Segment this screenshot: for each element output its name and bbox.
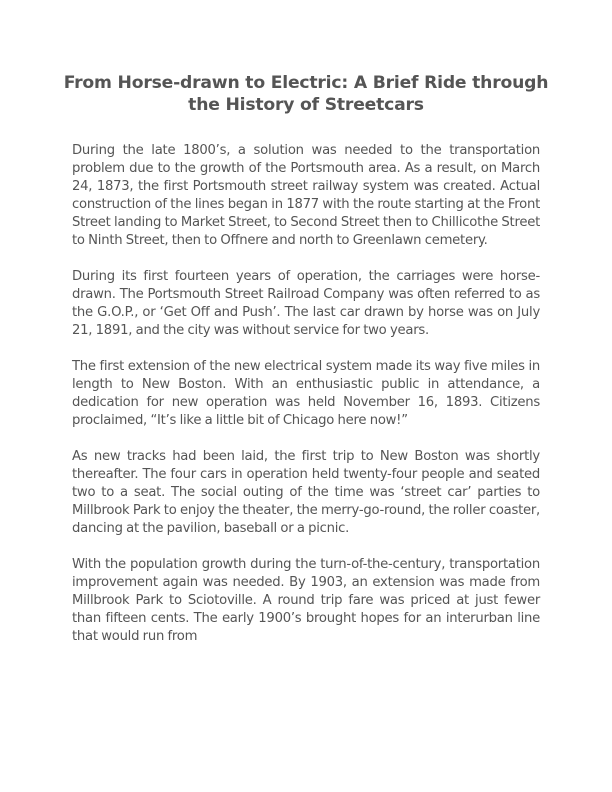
document-body (72, 142, 540, 664)
paragraph-new-boston-trip: As new tracks had been laid, the first trip to New Boston was shortly thereafter. The four cars in operation held twenty-four people and seated two to a seat. The social outing of the time was ‘street car’ parties to Millbrook Park to enjoy the theater, the merry-go-round, the roller coaster, dancing at the pavilion, baseball or a picnic. (72, 449, 540, 536)
paragraph-early-history: During the late 1800’s, a solution was needed to the transportation problem due to the growth of the Portsmouth area. As a result, on March 24, 1873, the first Portsmouth street railway system was created. Actual construction of the lines began in 1877 with the route starting at the Front Street landing to Market Street, to Second Street then to Chillicothe Street to Ninth Street, then to Offnere and north to Greenlawn cemetery. (72, 143, 540, 248)
document-title: From Horse-drawn to Electric: A Brief Ride through the History of Streetcars (63, 73, 549, 115)
paragraph-population-growth: With the population growth during the turn-of-the-century, transportation improvement again was needed. By 1903, an extension was made from Millbrook Park to Sciotoville. A round trip fare was priced at just fewer than fifteen cents. The early 1900’s brought hopes for an interurban line that would run from (72, 557, 540, 644)
paragraph-electric-extension: The first extension of the new electrical system made its way five miles in length to New Boston. With an enthusiastic public in attendance, a dedication for new operation was held November 16, 1893. Citizens proclaimed, “It’s like a little bit of Chicago here now!” (72, 359, 540, 428)
paragraph-horse-drawn: During its first fourteen years of operation, the carriages were horse-drawn. The Portsmouth Street Railroad Company was often referred to as the G.O.P., or ‘Get Off and Push’. The last car drawn by horse was on July 21, 1891, and the city was without service for two years. (72, 269, 540, 338)
